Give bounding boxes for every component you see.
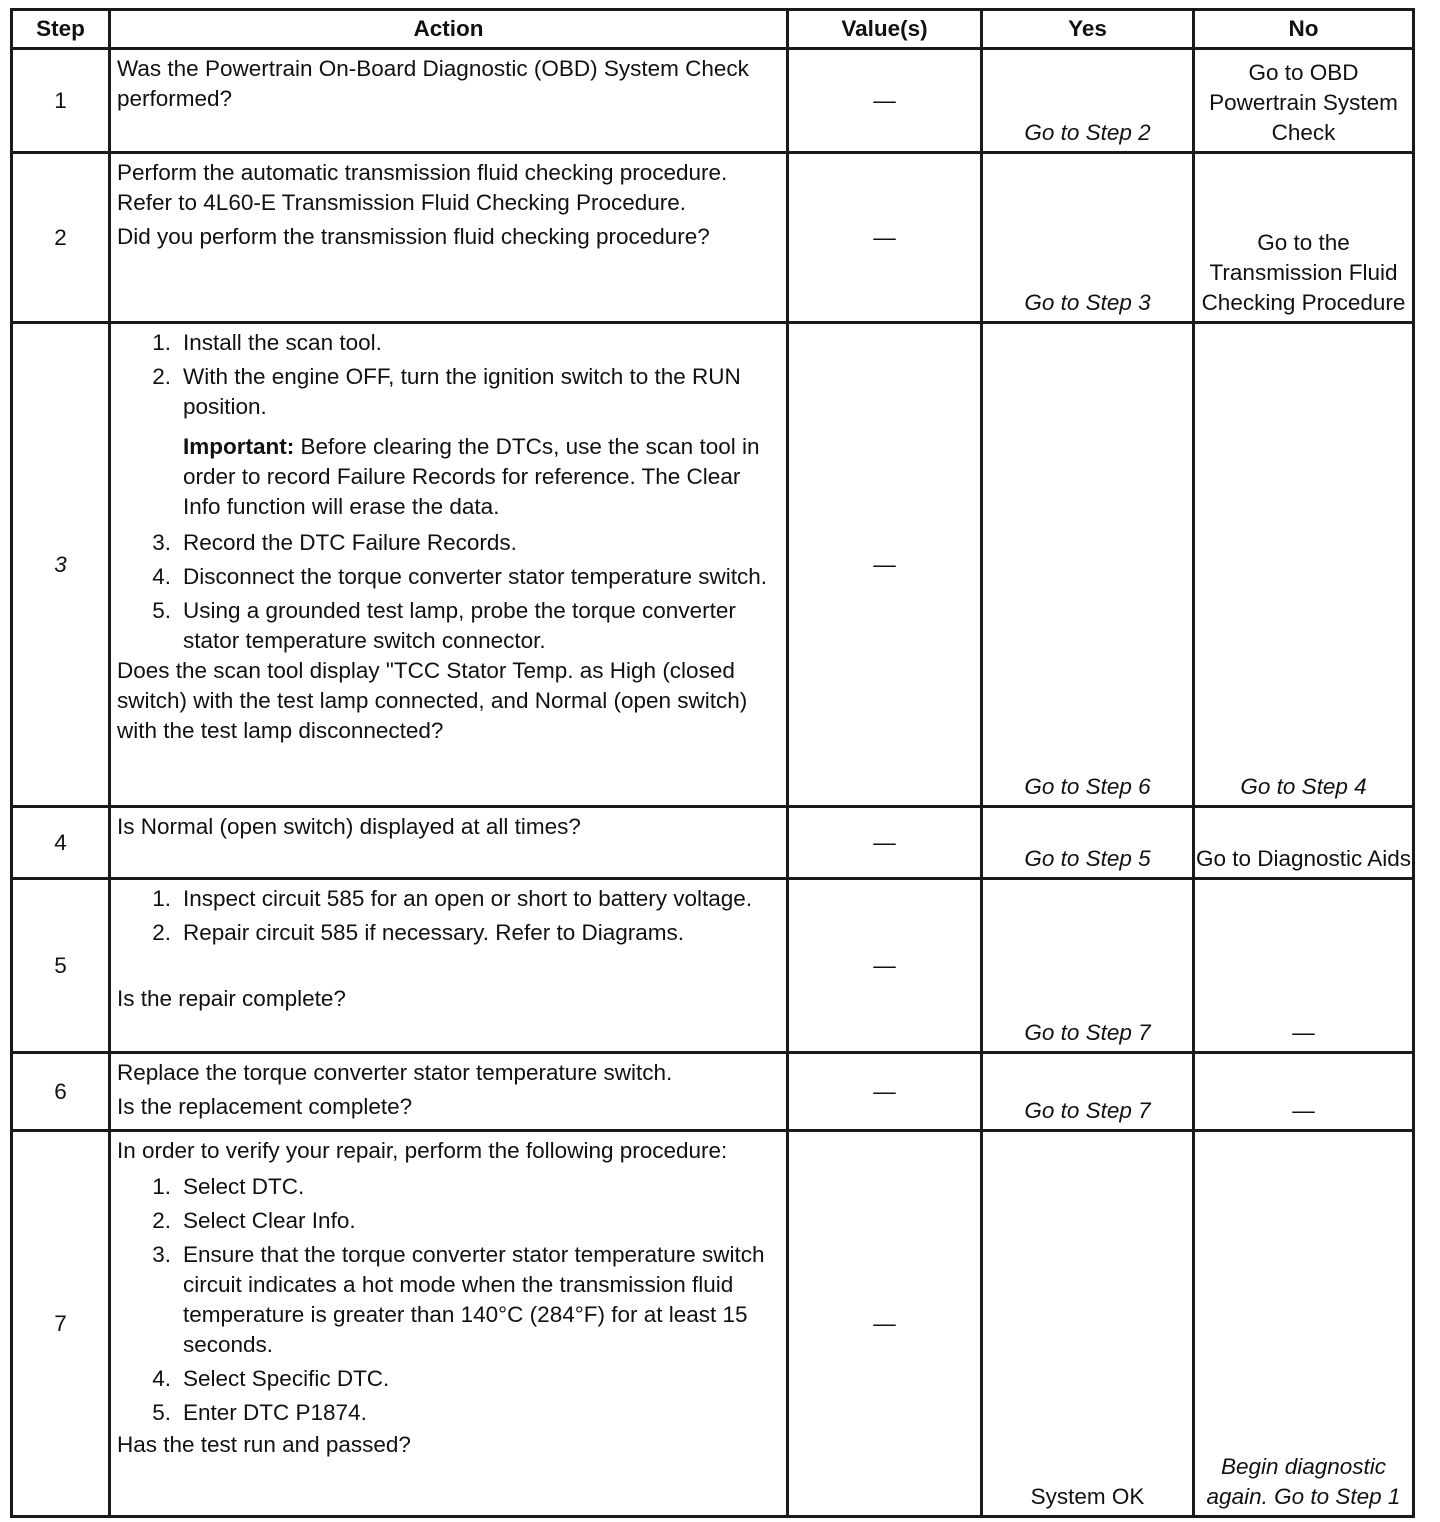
no-cell: Begin diagnostic again. Go to Step 1 bbox=[1194, 1131, 1414, 1517]
table-row bbox=[12, 1131, 1414, 1517]
yes-cell: Go to Step 5 bbox=[982, 807, 1194, 879]
header-action: Action bbox=[110, 10, 788, 49]
no-cell: Go to the Transmission Fluid Checking Procedure bbox=[1194, 153, 1414, 323]
step-number: 4 bbox=[12, 807, 110, 879]
list-item: 5. Using a grounded test lamp, probe the torque converter stator temperature switch connector. bbox=[152, 598, 736, 653]
table-row bbox=[12, 49, 1414, 153]
no-cell: Go to Step 4 bbox=[1194, 323, 1414, 807]
action-cell bbox=[110, 153, 788, 323]
table-row bbox=[12, 153, 1414, 323]
step-number: 7 bbox=[12, 1131, 110, 1517]
header-row bbox=[12, 10, 1414, 49]
action-cell bbox=[110, 807, 788, 879]
action-question: Does the scan tool display "TCC Stator Temp. as High (closed switch) with the test lamp connected, and Normal (open switch) with the test lamp disconnected? bbox=[117, 658, 748, 743]
step-number: 3 bbox=[12, 323, 110, 807]
action-question: Did you perform the transmission fluid checking procedure? bbox=[117, 224, 710, 249]
yes-cell: Go to Step 7 bbox=[982, 879, 1194, 1053]
list-item: 4. Select Specific DTC. bbox=[152, 1366, 390, 1391]
action-text: Replace the torque converter stator temperature switch. bbox=[117, 1060, 673, 1085]
no-cell: — bbox=[1194, 879, 1414, 1053]
procedure-list bbox=[117, 884, 780, 948]
no-cell: — bbox=[1194, 1053, 1414, 1131]
list-item: 3. Ensure that the torque converter stator temperature switch circuit indicates a hot mode when the transmission fluid temperature is greater than 140°C (284°F) for at least 15 seconds. bbox=[152, 1242, 765, 1357]
action-cell bbox=[110, 1053, 788, 1131]
important-label: Important: bbox=[183, 434, 295, 459]
value-cell: — bbox=[788, 807, 982, 879]
diagnostic-table bbox=[10, 8, 1415, 1518]
list-item: 5. Enter DTC P1874. bbox=[152, 1400, 367, 1425]
list-item: 2. Repair circuit 585 if necessary. Refer to Diagrams. bbox=[152, 920, 685, 945]
yes-cell: Go to Step 2 bbox=[982, 49, 1194, 153]
value-cell: — bbox=[788, 153, 982, 323]
value-cell: — bbox=[788, 879, 982, 1053]
action-cell bbox=[110, 49, 788, 153]
procedure-list bbox=[117, 328, 780, 422]
list-item: 1. Install the scan tool. bbox=[152, 330, 382, 355]
no-cell: Go to OBD Powertrain System Check bbox=[1194, 49, 1414, 153]
header-yes: Yes bbox=[982, 10, 1194, 49]
value-cell: — bbox=[788, 1131, 982, 1517]
action-cell bbox=[110, 1131, 788, 1517]
list-item: 3. Record the DTC Failure Records. bbox=[152, 530, 517, 555]
action-question: Is the replacement complete? bbox=[117, 1094, 413, 1119]
step-number: 2 bbox=[12, 153, 110, 323]
header-values: Value(s) bbox=[788, 10, 982, 49]
action-text: In order to verify your repair, perform the following procedure: bbox=[117, 1138, 728, 1163]
action-question: Is the repair complete? bbox=[117, 986, 346, 1011]
list-item: 2. With the engine OFF, turn the ignition switch to the RUN position. bbox=[152, 364, 741, 419]
list-item: 1. Select DTC. bbox=[152, 1174, 305, 1199]
procedure-list bbox=[117, 1172, 780, 1428]
step-number: 5 bbox=[12, 879, 110, 1053]
no-cell: Go to Diagnostic Aids bbox=[1194, 807, 1414, 879]
procedure-list bbox=[117, 528, 780, 656]
table-row bbox=[12, 1053, 1414, 1131]
header-step: Step bbox=[12, 10, 110, 49]
yes-cell: Go to Step 7 bbox=[982, 1053, 1194, 1131]
header-no: No bbox=[1194, 10, 1414, 49]
important-note bbox=[117, 432, 780, 522]
list-item: 2. Select Clear Info. bbox=[152, 1208, 356, 1233]
yes-cell: Go to Step 3 bbox=[982, 153, 1194, 323]
action-cell bbox=[110, 879, 788, 1053]
table-row bbox=[12, 879, 1414, 1053]
action-text: Perform the automatic transmission fluid checking procedure. Refer to 4L60-E Transmission Fluid Checking Procedure. bbox=[117, 160, 728, 215]
list-item: 1. Inspect circuit 585 for an open or short to battery voltage. bbox=[152, 886, 753, 911]
value-cell: — bbox=[788, 1053, 982, 1131]
list-item: 4. Disconnect the torque converter stator temperature switch. bbox=[152, 564, 768, 589]
step-number: 1 bbox=[12, 49, 110, 153]
yes-cell: System OK bbox=[982, 1131, 1194, 1517]
step-number: 6 bbox=[12, 1053, 110, 1131]
table-row bbox=[12, 323, 1414, 807]
action-text: Is Normal (open switch) displayed at all times? bbox=[117, 814, 581, 839]
value-cell: — bbox=[788, 323, 982, 807]
important-text: Before clearing the DTCs, use the scan tool in order to record Failure Records for reference. The Clear Info function will erase the data. bbox=[183, 434, 760, 519]
table-row bbox=[12, 807, 1414, 879]
yes-cell: Go to Step 6 bbox=[982, 323, 1194, 807]
action-cell bbox=[110, 323, 788, 807]
value-cell: — bbox=[788, 49, 982, 153]
action-text: Was the Powertrain On-Board Diagnostic (OBD) System Check performed? bbox=[117, 56, 749, 111]
action-question: Has the test run and passed? bbox=[117, 1432, 411, 1457]
